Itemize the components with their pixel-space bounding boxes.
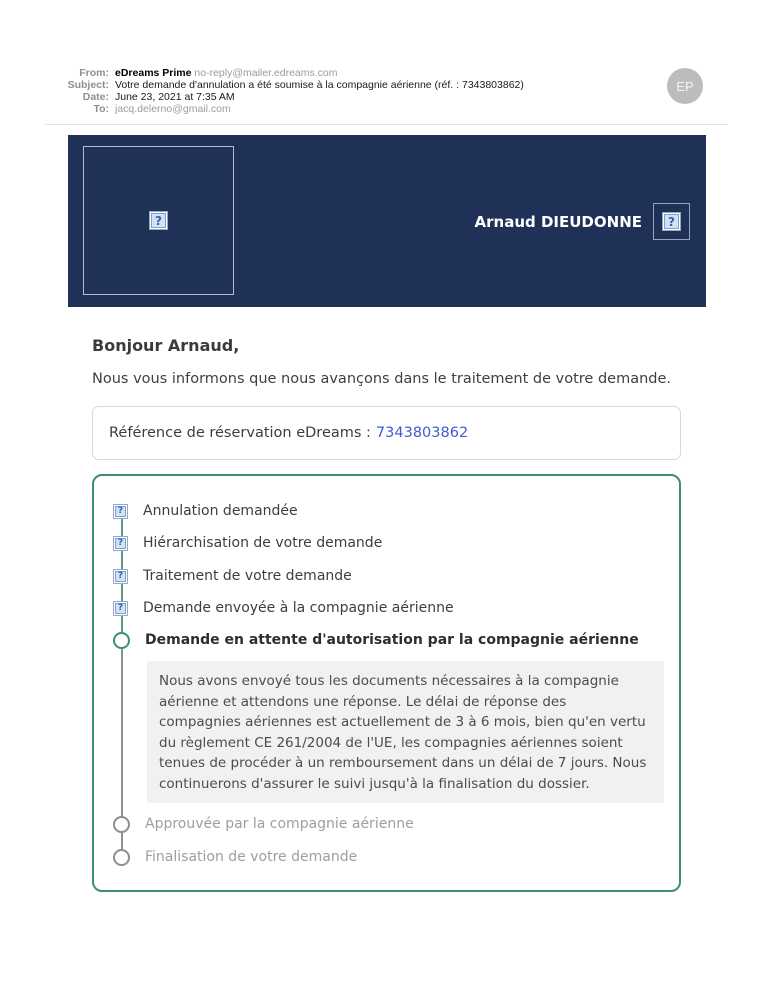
missing-image-icon: ? — [149, 211, 168, 230]
step-label: Finalisation de votre demande — [145, 849, 358, 865]
timeline-step-2 — [113, 527, 382, 559]
recipient-name: Arnaud DIEUDONNE — [474, 212, 642, 231]
timeline-step-7 — [113, 841, 357, 873]
date-label: Date: — [82, 91, 109, 103]
missing-image-icon: ? — [113, 536, 128, 551]
subject-value: Votre demande d'annulation a été soumise à la compagnie aérienne (réf. : 7343803862) — [115, 79, 524, 91]
reservation-reference-box — [92, 406, 681, 460]
pending-step-circle — [113, 816, 130, 833]
timeline — [92, 474, 681, 892]
timeline-step-1 — [113, 495, 298, 527]
from-label: From: — [79, 67, 109, 79]
step-label: Annulation demandée — [143, 503, 298, 519]
sender-email: no-reply@mailer.edreams.com — [194, 67, 338, 79]
reference-label: Référence de réservation eDreams : — [109, 425, 371, 441]
mail-header — [45, 67, 645, 115]
step-label: Traitement de votre demande — [143, 568, 352, 584]
banner-name-row — [475, 203, 690, 240]
step-label: Demande envoyée à la compagnie aérienne — [143, 600, 454, 616]
timeline-step-4 — [113, 592, 454, 624]
timeline-step-3 — [113, 560, 352, 592]
pending-step-circle — [113, 849, 130, 866]
subject-label: Subject: — [67, 79, 109, 91]
broken-image-placeholder-small — [653, 203, 690, 240]
missing-image-icon: ? — [113, 504, 128, 519]
step-label: Approuvée par la compagnie aérienne — [145, 816, 414, 832]
header-divider — [45, 124, 728, 125]
timeline-step-6 — [113, 808, 414, 840]
broken-image-placeholder — [83, 146, 234, 295]
step-label: Hiérarchisation de votre demande — [143, 535, 383, 551]
avatar[interactable]: EP — [667, 68, 703, 104]
intro-paragraph: Nous vous informons que nous avançons dans le traitement de votre demande. — [92, 371, 672, 387]
missing-image-icon: ? — [662, 212, 681, 231]
to-value: jacq.delerno@gmail.com — [115, 103, 231, 115]
missing-image-icon: ? — [113, 569, 128, 584]
current-step-note: Nous avons envoyé tous les documents nécessaires à la compagnie aérienne et attendons une réponse. Le délai de réponse des compagnies aériennes est actuellement de 3 à 6 mois, bien qu'en vertu du règlement CE 261/2004 de l'UE, les compagnies aériennes soient tenues de procéder à un remboursement dans un délai de 7 jours. Nous continuerons d'assurer le suivi jusqu'à la finalisation du dossier. — [147, 661, 664, 803]
greeting-heading: Bonjour Arnaud, — [92, 336, 240, 355]
hero-banner — [68, 135, 706, 307]
step-label: Demande en attente d'autorisation par la compagnie aérienne — [145, 632, 639, 648]
reference-number-link[interactable]: 7343803862 — [375, 425, 469, 441]
from-value — [115, 67, 645, 79]
sender-name: eDreams Prime — [115, 67, 192, 79]
missing-image-icon: ? — [113, 601, 128, 616]
to-label: To: — [93, 103, 109, 115]
date-value: June 23, 2021 at 7:35 AM — [115, 91, 235, 103]
timeline-step-5 — [113, 624, 639, 656]
current-step-circle — [113, 632, 130, 649]
